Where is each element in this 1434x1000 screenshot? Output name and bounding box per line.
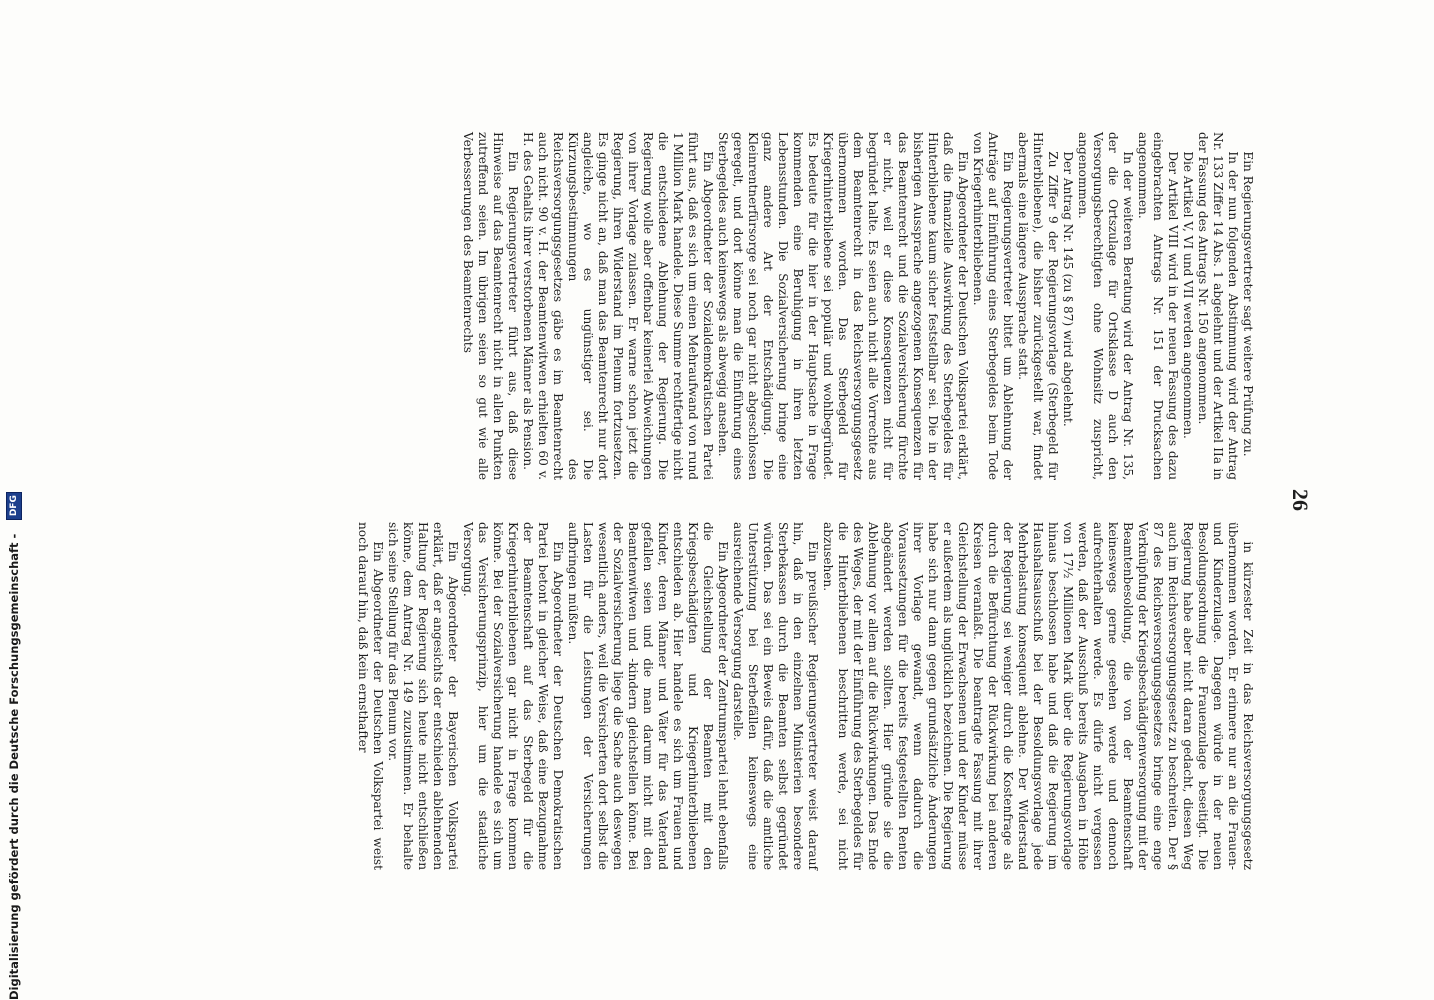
paragraph: Ein Abgeordneter der Deutschen Volkspartei weist noch darauf hin, daß kein ernsthafter <box>356 522 385 870</box>
dfg-logo: DFG <box>6 492 22 520</box>
paragraph: Die Artikel V, VI und VII werden angenommen. <box>1181 151 1195 439</box>
paragraph: Der Artikel VIII wird in der neuen Fassung des dazu eingebrachten Antrags Nr. 151 der Drucksachen angenommen. <box>1136 132 1180 480</box>
paragraph: Zu Ziffer 9 der Regierungsvorlage (Sterbegeld für Hinterbliebene), die bisher zurückgestellt war, findet abermals eine längere Aussprache statt. <box>1016 132 1060 480</box>
paragraph: Ein Abgeordneter der Zentrumspartei lehnt ebenfalls die Gleichstellung der Beamten mit den Kriegsbeschädigten und Kriegerhinterbliebenen entschieden ab. Hier handele es sich um Frauen und Kinder, deren Männer und Väter für das Vaterland gefallen seien und die man darum nicht mit den Beamtenwitwen und -kindern gleichstellen könne. Bei der Sozialversicherung liege die Sache auch deswegen wesentlich anders, weil die Versicherten dort selbst die Lasten für die Leistungen der Versicherungen aufbringen müßten. <box>566 522 730 870</box>
paragraph: Ein Regierungsvertreter führt aus, daß diese Hinweise auf das Beamtenrecht nicht in allen Punkten zutreffend seien. Im übrigen seien so gut wie alle Verbesserungen des Beamtenrechts <box>461 132 520 480</box>
page-number: 26 <box>1288 489 1313 511</box>
credit-text: Digitalisierung gefördert durch die Deutsche Forschungsgemeinschaft - <box>7 533 21 1000</box>
paragraph: in kürzester Zeit in das Reichsversorgungsgesetz übernommen worden. Er erinnere nur an die Frauen- und Kinderzulage. Dagegen würde in der neuen Besoldungsordnung die Frauenzulage beseitigt. Die Regierung habe aber nicht daran gedacht, diesen Weg auch im Reichsversorgungsgesetz zu beschreiten. Der § 87 des Reichsversorgungsgesetzes bringe eine enge Verknüpfung der Kriegsbeschädigtenversorgung mit der Beamtenbesoldung, die von der Beamtenschaft keineswegs gerne gesehen werde und dennoch aufrechterhalten werde. Es dürfe nicht vergessen werden, daß der Ausschuß bereits Ausgaben in Höhe von 17½ Millionen Mark über die Regierungsvorlage hinaus beschlossen habe und daß die Regierung im Haushaltsausschuß bei der Besoldungsvorlage jede Mehrbelastung konsequent ablehne. Der Widerstand der Regierung sei weniger durch die Kostenfrage als durch die Befürchtung der Rückwirkung bei anderen Kreisen veranlaßt. Die beantragte Fassung mit ihrer Gleichstellung der Erwachsenen und der Kinder müsse er außerdem als unglücklich bezeichnen. Die Regierung habe sich nur dann gegen grundsätzliche Änderungen ihrer Vorlage gewandt, wenn dadurch die Voraussetzungen für die bereits festgestellten Renten abgeändert werden sollten. Hier gründe sie die Ablehnung vor allem auf die Rückwirkungen. Das Ende des Weges, der mit der Einführung des Sterbegeldes für die Hinterbliebenen beschritten werde, sei nicht abzusehen. <box>821 522 1255 870</box>
paragraph: Ein Abgeordneter der Deutschen Volkspartei erklärt, daß die finanzielle Auswirkung des Sterbegeldes für Hinterbliebene kaum sicher feststellbar sei. Die in der bisherigen Aussprache angezogenen Konsequenzen für das Beamtenrecht und die Sozialversicherung fürchte er nicht, weil er diese Konsequenzen nicht für begründet halte. Es seien auch nicht alle Vorrechte aus dem Beamtenrecht in das Reichsversorgungsgesetz übernommen worden. Das Sterbegeld für Kriegerhinterbliebene sei populär und wohlbegründet. Es bedeute für die hier in der Hauptsache in Frage kommenden eine Beruhigung in ihren letzten Lebensstunden. Die Sozialversicherung bringe eine ganz andere Art der Entschädigung. Die Kleinrentnerfürsorge sei noch gar nicht abgeschlossen geregelt, und dort könne man die Einführung eines Sterbegeldes auch keineswegs als abwegig ansehen. <box>716 132 970 480</box>
paragraph: Ein preußischer Regierungsvertreter weist darauf hin, daß in den einzelnen Ministerien besondere Sterbekassen durch die Beamten selbst gegründet würden. Das sei ein Beweis dafür, daß die amtliche Unterstützung bei Sterbefällen keineswegs eine ausreichende Versorgung darstelle. <box>731 522 820 870</box>
rotated-page-content <box>97 80 1337 920</box>
paragraph: Ein Abgeordneter der Sozialdemokratischen Partei führt aus, daß es sich um einen Mehraufwand von rund 1 Million Mark handele. Diese Summe rechtfertige nicht die entschiedene Ablehnung der Regierung. Die Regierung wolle aber offenbar keinerlei Abweichungen von ihrer Vorlage zulassen. Er warne schon jetzt die Regierung, ihren Widerstand im Plenum fortzusetzen. Es ginge nicht an, daß man das Beamtenrecht nur dort angleiche, wo es ungünstiger sei. Die Kürzungsbestimmungen des Reichsversorgungsgesetzes gäbe es im Beamtenrecht auch nicht. 90 v. H. der Beamtenwitwen erhielten 60 v. H. des Gehalts ihrer verstorbenen Männer als Pension. <box>521 132 715 480</box>
paragraph: Ein Abgeordneter der Bayerischen Volkspartei erklärt, daß er angesichts der entschieden ablehnenden Haltung der Regierung sich heute nicht entschließen könne, dem Antrag Nr. 149 zuzustimmen. Er behalte sich seine Stellung für das Plenum vor. <box>386 522 460 870</box>
paragraph: In der nun folgenden Abstimmung wird der Antrag Nr. 133 Ziffer 14 Abs. 1 abgelehnt und der Artikel IIa in der Fassung des Antrags Nr. 150 angenommen. <box>1196 132 1240 480</box>
right-text-column <box>355 522 1255 870</box>
paragraph: Ein Regierungsvertreter bittet um Ablehnung der Anträge auf Einführung eines Sterbegeldes beim Tode von Kriegerhinterbliebenen. <box>971 132 1015 480</box>
left-text-column <box>460 132 1255 480</box>
paragraph: In der weiteren Beratung wird der Antrag Nr. 135, der die Ortszulage für Ortsklasse D auch den Versorgungsberechtigten ohne Wohnsitz zuspricht, angenommen. <box>1076 132 1135 480</box>
paragraph: Ein Regierungsvertreter sagt weitere Prüfung zu. <box>1241 151 1255 457</box>
paragraph: Ein Abgeordneter der Deutschen Demokratischen Partei betont in gleicher Weise, daß eine Bezugnahme der Beamtenschaft auf das Sterbegeld für die Kriegerhinterbliebenen gar nicht in Frage kommen könne. Bei der Sozialversicherung handele es sich um das Versicherungsprinzip, hier um die staatliche Versorgung. <box>461 522 565 870</box>
digitization-credit <box>4 0 24 1000</box>
paragraph: Der Antrag Nr. 145 (zu § 87) wird abgelehnt. <box>1061 151 1075 427</box>
